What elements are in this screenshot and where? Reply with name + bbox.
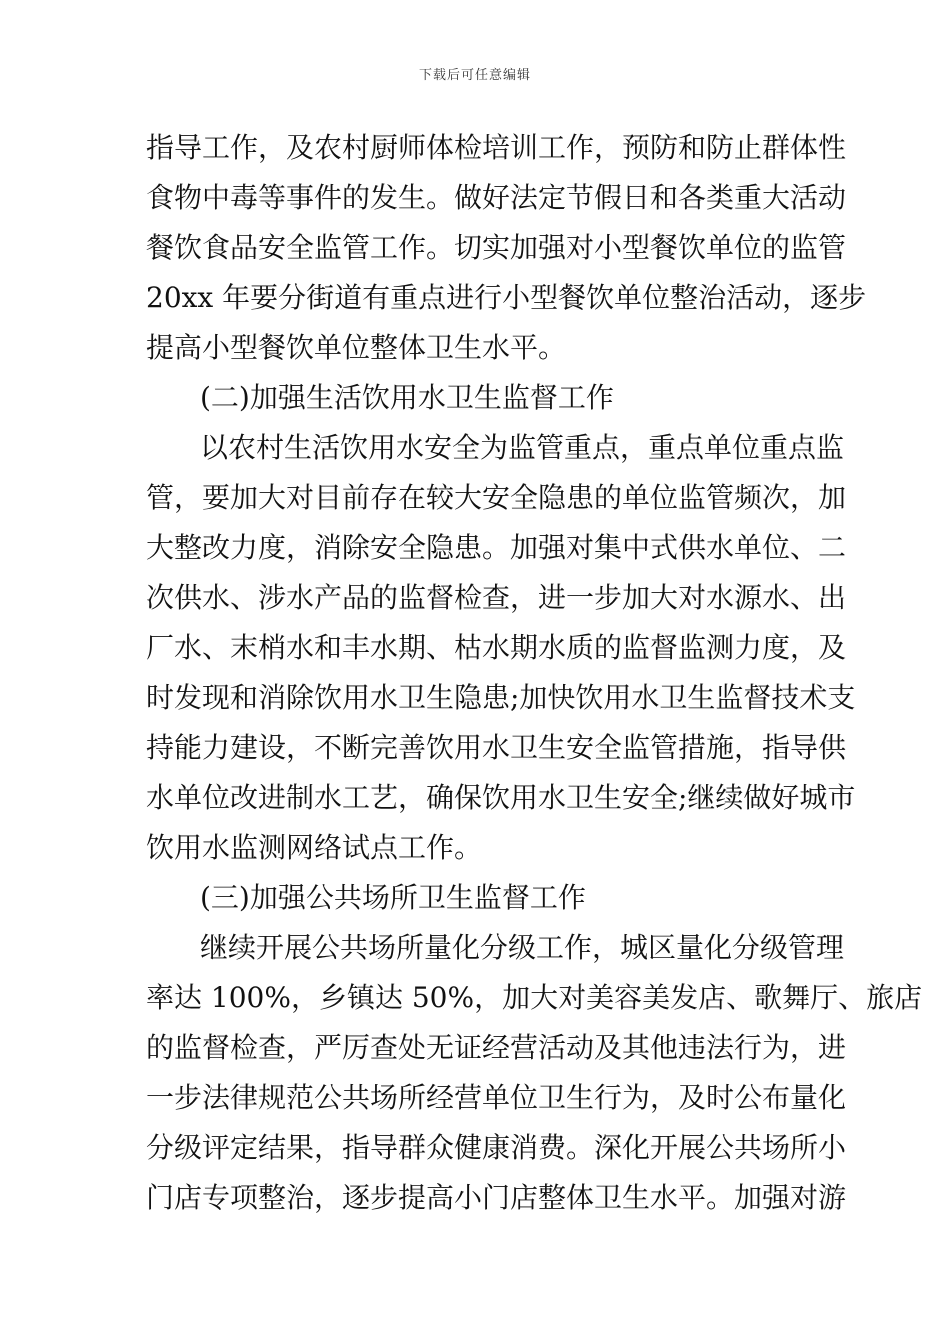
text-line: 一步法律规范公共场所经营单位卫生行为，及时公布量化 <box>146 1081 847 1114</box>
page-header: 下载后可任意编辑 <box>418 68 531 83</box>
text-line: 食物中毒等事件的发生。做好法定节假日和各类重大活动 <box>146 181 847 214</box>
section-heading: (三)加强公共场所卫生监督工作 <box>200 881 586 914</box>
text-line: 持能力建设，不断完善饮用水卫生安全监管措施，指导供 <box>146 731 847 764</box>
text-line: 指导工作，及农村厨师体检培训工作，预防和防止群体性 <box>146 131 847 164</box>
text-line: 时发现和消除饮用水卫生隐患;加快饮用水卫生监督技术支 <box>146 681 856 714</box>
text-line: 门店专项整治，逐步提高小门店整体卫生水平。加强对游 <box>146 1181 847 1214</box>
text-line: 厂水、末梢水和丰水期、枯水期水质的监督监测力度，及 <box>146 631 847 664</box>
text-line: 率达 100%，乡镇达 50%，加大对美容美发店、歌舞厅、旅店 <box>146 981 923 1014</box>
text-line: 大整改力度，消除安全隐患。加强对集中式供水单位、二 <box>146 531 847 564</box>
text-line: 水单位改进制水工艺，确保饮用水卫生安全;继续做好城市 <box>146 781 856 814</box>
text-line: 20xx 年要分街道有重点进行小型餐饮单位整治活动，逐步 <box>146 281 867 314</box>
text-line: 分级评定结果，指导群众健康消费。深化开展公共场所小 <box>146 1131 847 1164</box>
text-line: 次供水、涉水产品的监督检查，进一步加大对水源水、出 <box>146 581 847 614</box>
section-heading: (二)加强生活饮用水卫生监督工作 <box>200 381 614 414</box>
text-line: 提高小型餐饮单位整体卫生水平。 <box>146 331 567 364</box>
text-line: 以农村生活饮用水安全为监管重点，重点单位重点监 <box>200 431 845 464</box>
text-line: 管，要加大对目前存在较大安全隐患的单位监管频次，加 <box>146 481 847 514</box>
text-line: 饮用水监测网络试点工作。 <box>146 831 483 864</box>
text-line: 餐饮食品安全监管工作。切实加强对小型餐饮单位的监管 <box>146 231 847 264</box>
text-line: 的监督检查，严厉查处无证经营活动及其他违法行为，进 <box>146 1031 847 1064</box>
text-line: 继续开展公共场所量化分级工作，城区量化分级管理 <box>200 931 845 964</box>
